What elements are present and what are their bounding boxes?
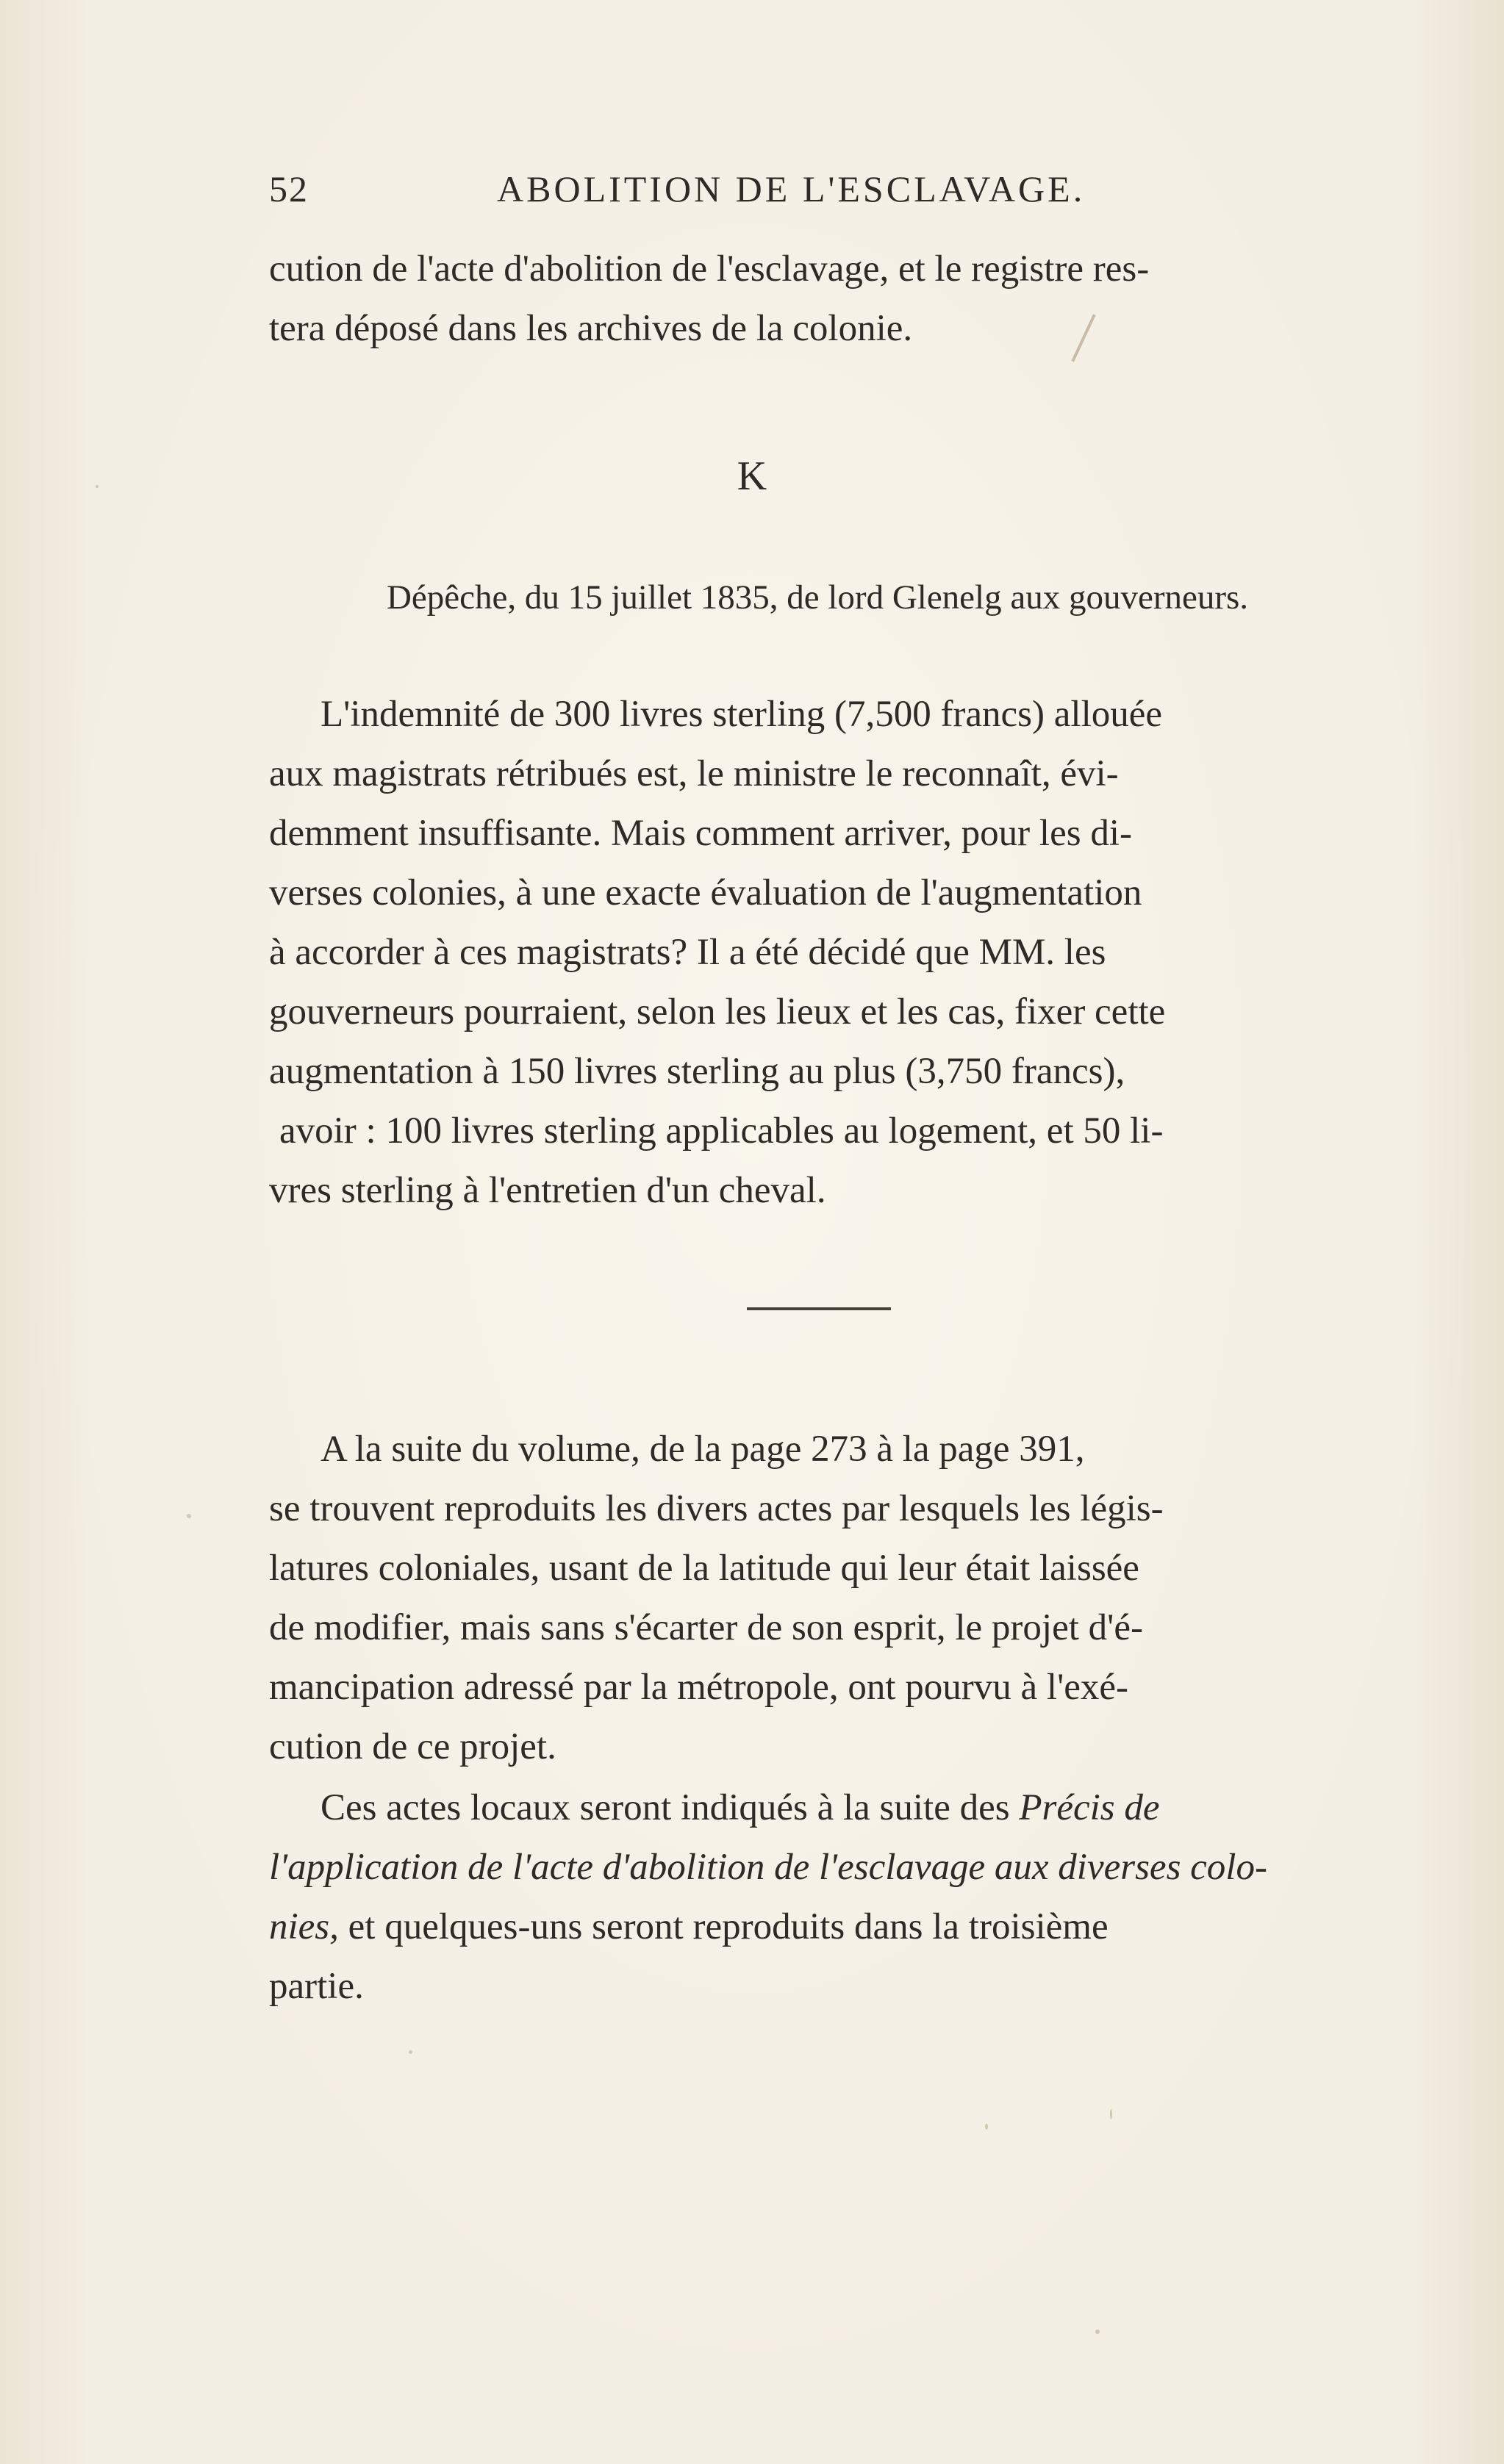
dispatch-title: Dépêche, du 15 juillet 1835, de lord Glenelg aux gouverneurs. <box>386 578 1249 617</box>
text-line: vres sterling à l'entretien d'un cheval. <box>269 1170 826 1211</box>
text-line: demment insuffisante. Mais comment arriver, pour les di- <box>269 813 1132 854</box>
text-line: cution de ce projet. <box>269 1726 556 1767</box>
page-number: 52 <box>269 168 309 209</box>
appendix-note-paragraph <box>269 1420 1366 1777</box>
plain-text: Ces actes locaux seront indiqués à la suite des <box>321 1787 1020 1828</box>
plain-text: et quelques-uns seront reproduits dans la troisième <box>338 1906 1109 1947</box>
dispatch-paragraph <box>269 685 1366 1221</box>
text-line: cution de l'acte d'abolition de l'esclavage, et le registre res- <box>269 248 1150 290</box>
paper-speck <box>409 2050 412 2054</box>
continuation-paragraph <box>269 240 1366 359</box>
running-title: ABOLITION DE L'ESCLAVAGE. <box>497 168 1086 209</box>
text-line <box>269 1778 1366 1838</box>
italic-text: Précis de <box>1019 1787 1160 1828</box>
text-line: augmentation à 150 livres sterling au plus (3,750 francs), <box>269 1051 1125 1092</box>
paper-speck <box>985 2124 988 2130</box>
section-letter: K <box>737 453 767 499</box>
text-line: tera déposé dans les archives de la colonie. <box>269 308 913 349</box>
text-line: mancipation adressé par la métropole, ont pourvu à l'exé- <box>269 1667 1129 1708</box>
italic-text: l'application de l'acte d'abolition de l'esclavage aux diverses colo- <box>269 1847 1267 1888</box>
italic-text: nies, <box>269 1906 339 1947</box>
paper-speck <box>1095 2330 1100 2334</box>
running-head <box>269 168 1136 226</box>
text-line: verses colonies, à une exacte évaluation de l'augmentation <box>269 872 1142 913</box>
text-line: de modifier, mais sans s'écarter de son esprit, le projet d'é- <box>269 1607 1143 1648</box>
text-line <box>269 1897 1366 1957</box>
text-line: gouverneurs pourraient, selon les lieux et les cas, fixer cette <box>269 991 1166 1032</box>
text-line <box>269 1838 1366 1897</box>
text-line: aux magistrats rétribués est, le ministre le reconnaît, évi- <box>269 753 1119 794</box>
paper-speck <box>1110 2109 1112 2119</box>
text-line: L'indemnité de 300 livres sterling (7,500 francs) allouée <box>321 694 1163 735</box>
paper-speck <box>187 1514 191 1518</box>
text-line: se trouvent reproduits les divers actes par lesquels les légis- <box>269 1488 1164 1529</box>
local-acts-paragraph <box>269 1778 1366 2016</box>
text-line: à accorder à ces magistrats? Il a été décidé que MM. les <box>269 932 1106 973</box>
text-line: avoir : 100 livres sterling applicables au logement, et 50 li- <box>279 1110 1164 1152</box>
text-line: A la suite du volume, de la page 273 à la page 391, <box>321 1429 1085 1470</box>
text-line: latures coloniales, usant de la latitude qui leur était laissée <box>269 1548 1139 1589</box>
text-line: partie. <box>269 1966 364 2007</box>
section-divider <box>747 1307 891 1310</box>
paper-speck <box>96 485 99 488</box>
